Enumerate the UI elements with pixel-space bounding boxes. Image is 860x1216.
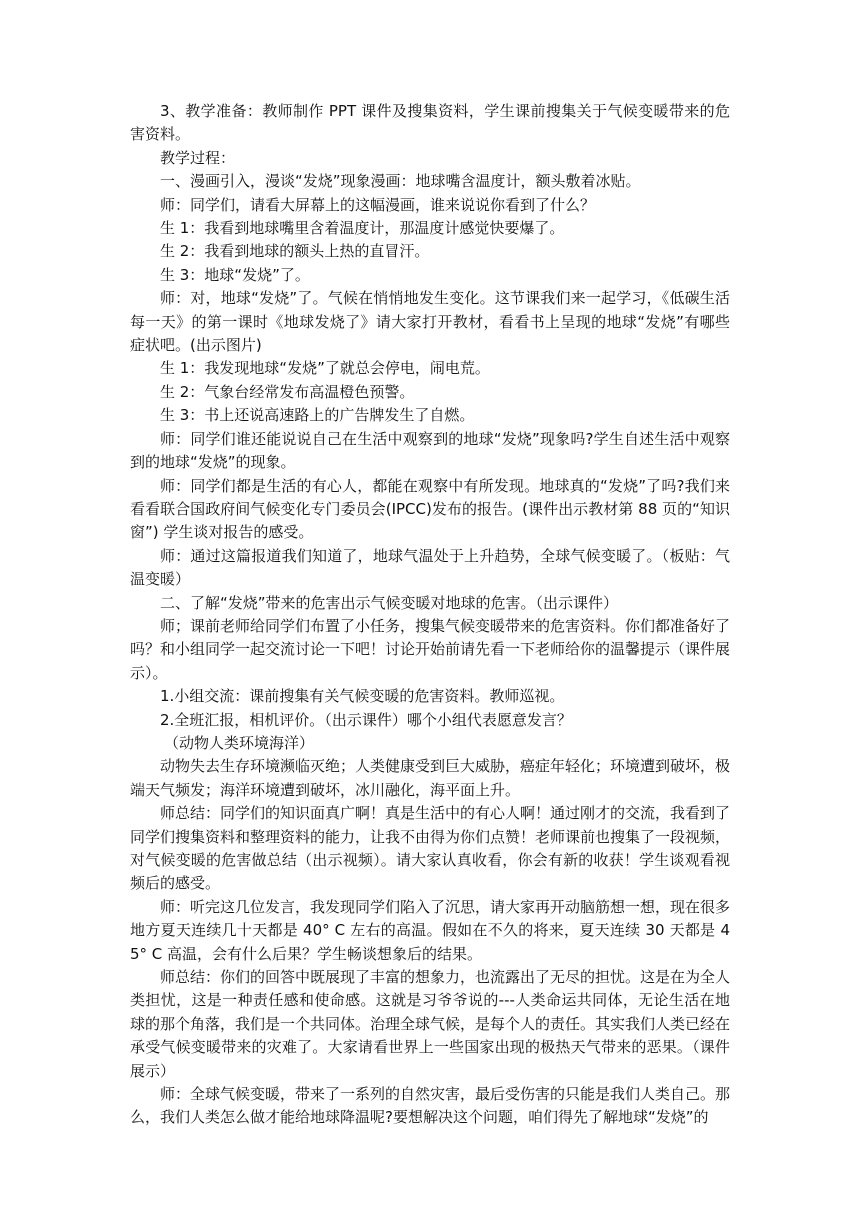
document-page	[130, 100, 730, 1130]
paragraph-student-2-symptom: 生 2：气象台经常发布高温橙色预警。	[160, 382, 415, 401]
paragraph-student-3: 生 3：地球“发烧”了。	[160, 265, 310, 284]
paragraph-student-3-symptom: 生 3：书上还说高速路上的广告牌发生了自燃。	[160, 406, 475, 425]
paragraph-class-report: 2.全班汇报，相机评价。（出示课件）哪个小组代表愿意发言？	[160, 710, 572, 729]
paragraph-teaching-process: 教学过程：	[160, 148, 236, 167]
paragraph-teacher-summary-video: 师总结：同学们的知识面真广啊！真是生活中的有心人啊！通过刚才的交流，我看到了同学们搜集资料和整理资料的能力，让我不由得为你们点赞！老师课前也搜集了一段视频，对气候变暖的危害做总结（出示视频）。请大家认真收看，你会有新的收获！学生谈观看视频后的感受。	[130, 804, 731, 893]
paragraph-teacher-question: 师：同学们，请看大屏幕上的这幅漫画，谁来说说你看到了什么？	[160, 195, 596, 214]
paragraph-group-exchange: 1.小组交流：课前搜集有关气候变暖的危害资料。教师巡视。	[160, 687, 565, 706]
paragraph-teacher-warming: 师：通过这篇报道我们知道了，地球气温处于上升趋势，全球气候变暖了。（板贴：气温变暖）	[130, 546, 730, 589]
paragraph-student-1-symptom: 生 1：我发现地球“发烧”了就总会停电，闹电荒。	[160, 359, 490, 378]
paragraph-teacher-summary-community: 师总结：你们的回答中既展现了丰富的想象力，也流露出了无尽的担忧。这是在为全人类担忧，这是一种责任感和使命感。这就是习爷爷说的---人类命运共同体，无论生活在地球的那个角落，我们是一个共同体。治理全球气候，是每个人的责任。其实我们人类已经在承受气候变暖带来的灾难了。大家请看世界上一些国家出现的极热天气带来的恶果。（课件展示）	[130, 968, 731, 1080]
paragraph-section-one-heading: 一、漫画引入，漫谈“发烧”现象漫画：地球嘴含温度计，额头敷着冰贴。	[160, 172, 641, 191]
paragraph-student-2: 生 2：我看到地球的额头上热的直冒汗。	[160, 242, 430, 261]
paragraph-teacher-cooling: 师：全球气候变暖，带来了一系列的自然灾害，最后受伤害的只能是我们人类自己。那么，我们人类怎么做才能给地球降温呢?要想解决这个问题，咱们得先了解地球“发烧”的	[130, 1085, 731, 1127]
paragraph-harms: 动物失去生存环境濒临灭绝；人类健康受到巨大威胁，癌症年轻化；环境遭到破坏，极端天气频发；海洋环境遭到破坏，冰川融化，海平面上升。	[130, 757, 731, 799]
paragraph-teacher-ipcc: 师：同学们都是生活的有心人，都能在观察中有所发现。地球真的“发烧”了吗?我们来看看联合国政府间气候变化专门委员会(IPCC)发布的报告。(课件出示教材第 88 页的“知识窗”) 学生谈对报告的感受。	[130, 476, 730, 542]
paragraph-topics: （动物人类环境海洋）	[164, 733, 315, 752]
paragraph-section-two-heading: 二、了解“发烧”带来的危害出示气候变暖对地球的危害。（出示课件）	[160, 593, 619, 612]
paragraph-teaching-prep: 3、教学准备：教师制作 PPT 课件及搜集资料，学生课前搜集关于气候变暖带来的危害资料。	[130, 102, 730, 144]
paragraph-teacher-imagine: 师：听完这几位发言，我发现同学们陷入了沉思，请大家再开动脑筋想一想，现在很多地方夏天连续几十天都是 40° C 左右的高温。假如在不久的将来，夏天连续 30 天都是 45° C 高温，会有什么后果？学生畅谈想象后的结果。	[130, 897, 731, 963]
paragraph-teacher-intro-lesson: 师：对，地球“发烧”了。气候在悄悄地发生变化。这节课我们来一起学习，《低碳生活每一天》的第一课时《地球发烧了》请大家打开教材，看看书上呈现的地球“发烧”有哪些症状吧。(出示图片)	[130, 289, 730, 355]
paragraph-teacher-task: 师；课前老师给同学们布置了小任务，搜集气候变暖带来的危害资料。你们都准备好了吗？和小组同学一起交流讨论一下吧！讨论开始前请先看一下老师给你的温馨提示（课件展示）。	[130, 616, 731, 682]
paragraph-teacher-observe: 师：同学们谁还能说说自己在生活中观察到的地球“发烧”现象吗?学生自述生活中观察到的地球“发烧”的现象。	[130, 429, 730, 472]
paragraph-student-1: 生 1：我看到地球嘴里含着温度计，那温度计感觉快要爆了。	[160, 219, 565, 238]
